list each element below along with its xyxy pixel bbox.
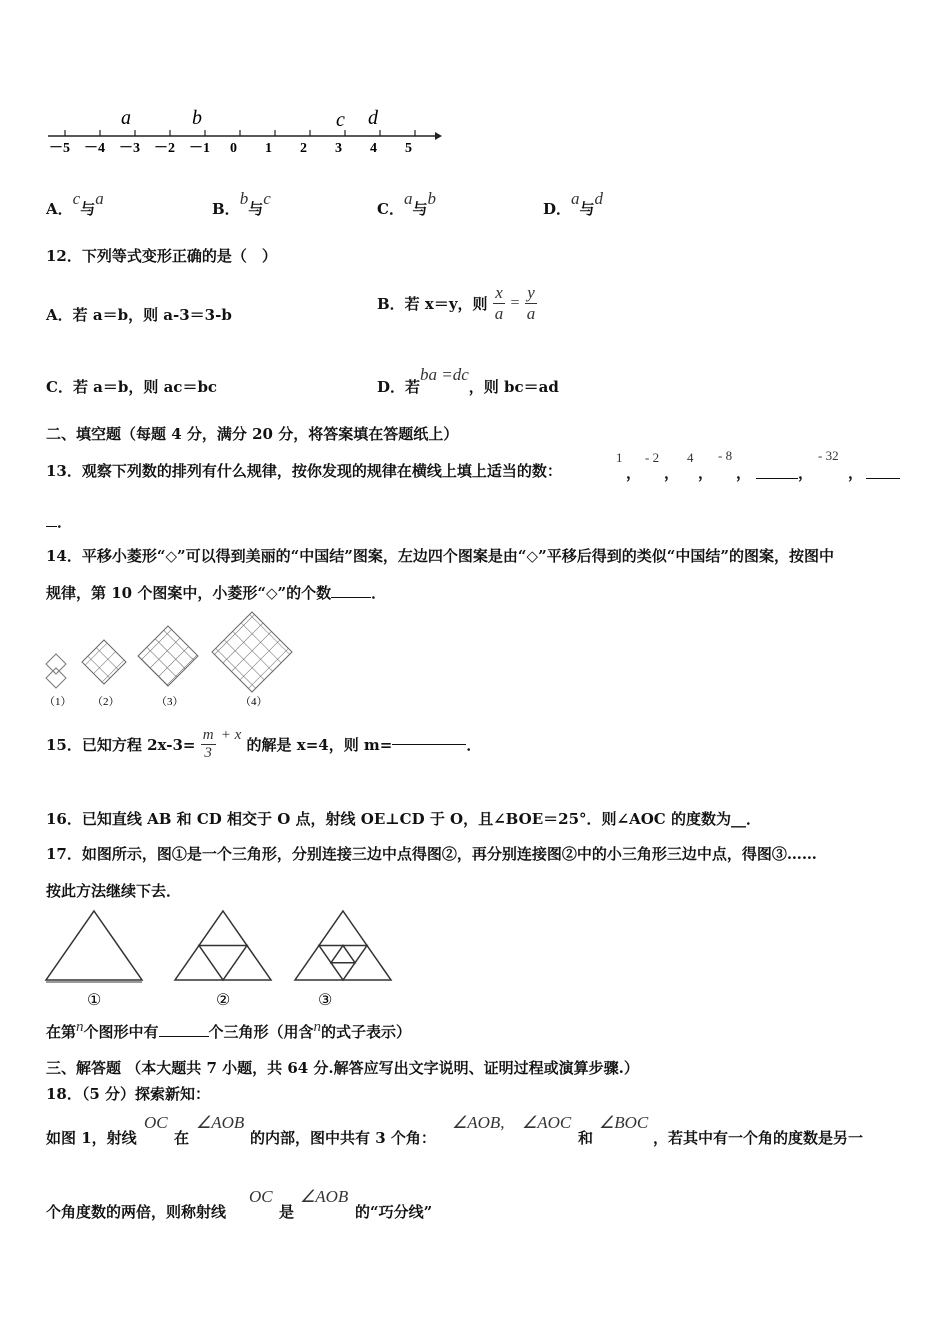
fraction-y-over-a: $\frac{y}{a}$ — [526, 283, 536, 323]
knot-pattern-2 — [82, 640, 126, 684]
point-label-a: a — [121, 107, 131, 129]
triangle-figure-1 — [46, 911, 142, 980]
answer-blank[interactable] — [392, 744, 466, 745]
q17-line2: 按此方法继续下去． — [46, 882, 182, 900]
q14-line2: 规律，第 10 个图案中，小菱形“◇”的个数 ． — [46, 584, 387, 602]
fraction-x-over-a: $\frac{x}{a}$ — [494, 283, 504, 323]
tick-label: 5 — [405, 141, 412, 156]
answer-blank[interactable] — [331, 597, 371, 598]
q12-option-c: C．若 a＝b，则 ac＝bc — [46, 378, 218, 396]
q13-stem: 13．观察下列数的排列有什么规律，按你发现的规律在横线上填上适当的数： — [46, 462, 562, 480]
pattern-caption: （3） — [156, 696, 184, 708]
pattern-caption: （4） — [240, 696, 268, 708]
section2-heading: 二、填空题（每题 4 分，满分 20 分，将答案填在答题纸上） — [46, 425, 459, 443]
figure-caption: ② — [216, 992, 231, 1009]
answer-blank[interactable] — [866, 478, 900, 479]
point-label-c: c — [336, 109, 345, 131]
fraction-m-over-3: $\frac{m}{3}$ — [202, 727, 214, 761]
tick-label: 4 — [370, 141, 377, 156]
knot-pattern-1 — [46, 654, 66, 674]
section3-heading: 三、解答题 （本大题共 7 小题，共 64 分.解答应写出文字说明、证明过程或演算步骤.） — [46, 1059, 639, 1077]
q11-option-b: B．b与c — [212, 189, 271, 218]
q14-line1: 14．平移小菱形“◇”可以得到美丽的“中国结”图案，左边四个图案是由“◇”平移后得到的类似“中国结”的图案，按图中 — [46, 547, 834, 565]
triangle-figure-2 — [175, 911, 271, 980]
knot-pattern-4 — [212, 612, 292, 692]
q17-line1: 17．如图所示，图①是一个三角形，分别连接三边中点得图②，再分别连接图②中的小三角形三边中点，得图③…… — [46, 845, 817, 863]
answer-blank[interactable] — [756, 478, 798, 479]
q11-option-a: A．c与a — [46, 189, 104, 218]
tick-label: －5 — [49, 141, 70, 156]
q18-paragraph-line2: 个角度数的两倍，则称射线 OC 是 ∠AOB 的“巧分线” — [46, 1187, 433, 1221]
q13-continuation: ． — [46, 511, 72, 532]
tick-label: －1 — [189, 141, 210, 156]
knot-pattern-3 — [138, 626, 198, 686]
q17-answer: 在第n个图形中有 个三角形（用含n的式子表示） — [46, 1019, 412, 1041]
q18-paragraph-line1: 如图 1，射线 OC 在 ∠AOB 的内部，图中共有 3 个角： ∠AOB, ∠AOC 和 ∠BOC ，若其中有一个角的度数是另一 — [46, 1113, 864, 1147]
tick-label: －4 — [84, 141, 105, 156]
q18-title: 18．（5 分）探索新知： — [46, 1085, 211, 1103]
chinese-knot-patterns — [40, 608, 300, 712]
figure-caption: ① — [87, 992, 102, 1009]
answer-blank[interactable] — [46, 526, 57, 527]
tick-label: 1 — [265, 141, 272, 156]
tick-label: 2 — [300, 141, 307, 156]
q15: 15．已知方程 2x-3= $\frac{m}{3}$ + x 的解是 x=4，则 m= ． — [46, 726, 482, 761]
tick-label: 0 — [230, 141, 237, 156]
number-line — [40, 100, 450, 160]
answer-blank[interactable] — [159, 1036, 209, 1037]
point-label-d: d — [368, 107, 378, 129]
tick-label: －3 — [119, 141, 140, 156]
pattern-caption: （2） — [92, 696, 120, 708]
q12-option-b: B．若 x＝y，则 $\frac{x}{a}$ = $\frac{y}{a}$ — [377, 283, 536, 323]
tick-label: －2 — [154, 141, 175, 156]
tick-label: 3 — [335, 141, 342, 156]
q12-option-a: A．若 a＝b，则 a-3＝3-b — [46, 306, 232, 324]
q12-option-d: D．若ba =dc，则 bc＝ad — [377, 365, 559, 396]
q12-stem: 12．下列等式变形正确的是（ ） — [46, 247, 277, 265]
pattern-caption: （1） — [44, 696, 72, 708]
triangle-figures — [40, 905, 400, 1013]
q11-option-d: D．a与d — [543, 189, 604, 218]
q16: 16．已知直线 AB 和 CD 相交于 O 点，射线 OE⊥CD 于 O，且∠BOE＝25°．则∠AOC 的度数为__． — [46, 810, 761, 828]
figure-caption: ③ — [318, 992, 333, 1009]
point-label-b: b — [192, 107, 202, 129]
q11-option-c: C．a与b — [377, 189, 436, 218]
triangle-figure-3 — [295, 911, 391, 980]
